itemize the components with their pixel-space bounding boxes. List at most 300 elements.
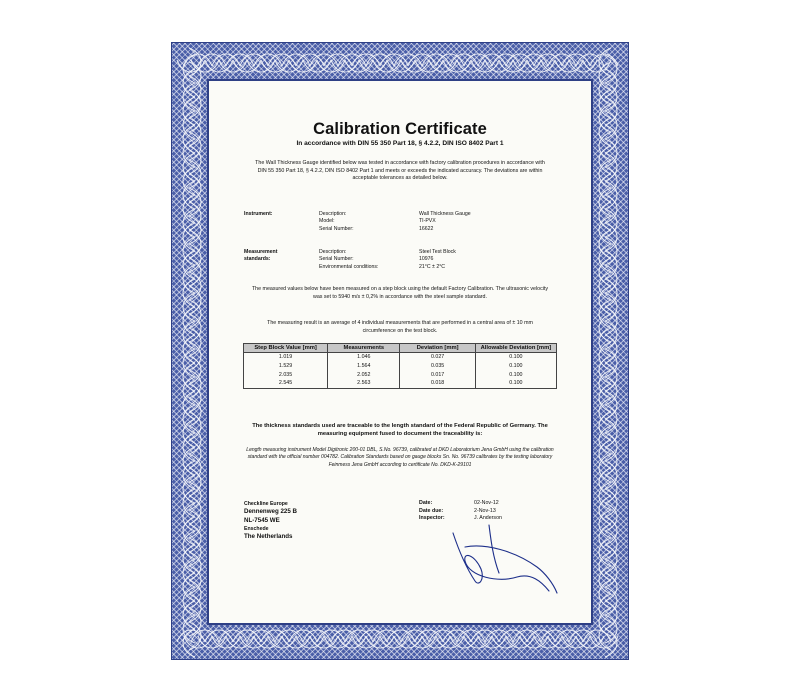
guilloche-loop xyxy=(485,630,513,642)
guilloche-loop xyxy=(605,419,617,447)
guilloche-loop xyxy=(471,630,499,642)
guilloche-loop xyxy=(471,60,499,72)
guilloche-loop xyxy=(599,314,611,342)
guilloche-loop xyxy=(261,630,289,642)
guilloche-loop xyxy=(226,636,254,648)
guilloche-loop xyxy=(268,636,296,648)
guilloche-loop xyxy=(599,482,611,510)
guilloche-loop xyxy=(605,545,617,573)
guilloche-loop xyxy=(296,636,324,648)
guilloche-loop xyxy=(189,524,201,552)
date-due-value: 2-Nov-13 xyxy=(474,507,496,514)
guilloche-loop xyxy=(183,55,195,83)
guilloche-loop xyxy=(183,489,195,517)
guilloche-loop xyxy=(189,314,201,342)
guilloche-loop xyxy=(189,370,201,398)
guilloche-loop xyxy=(189,230,201,258)
guilloche-loop xyxy=(189,496,201,524)
guilloche-loop xyxy=(605,629,617,657)
guilloche-loop xyxy=(408,636,436,648)
guilloche-loop xyxy=(261,60,289,72)
guilloche-loop xyxy=(527,60,555,72)
guilloche-loop xyxy=(183,97,195,125)
cell: 0.017 xyxy=(400,371,475,380)
guilloche-loop xyxy=(275,60,303,72)
guilloche-loop xyxy=(189,286,201,314)
guilloche-loop xyxy=(183,517,195,545)
guilloche-loop xyxy=(183,377,195,405)
guilloche-loop xyxy=(189,398,201,426)
guilloche-loop xyxy=(189,132,201,160)
company-street: Dennenweg 225 B xyxy=(244,508,297,516)
cell: 1.046 xyxy=(328,353,400,362)
average-paragraph: The measuring result is an average of 4 individual measurements that are performed in a central area of ± 10 mm circumference on the test block. xyxy=(267,320,533,334)
guilloche-loop xyxy=(183,293,195,321)
guilloche-loop xyxy=(189,426,201,454)
guilloche-loop xyxy=(605,461,617,489)
method-paragraph: The measured values below have been measured on a step block using the default Factory Calibration. The ultrasonic velocity was set to 5940 m/s ± 0,2% in accordance with the steel sample standard. xyxy=(251,286,549,300)
guilloche-loop xyxy=(599,496,611,524)
guilloche-loop xyxy=(394,54,422,66)
guilloche-loop xyxy=(605,167,617,195)
guilloche-loop xyxy=(605,139,617,167)
guilloche-loop xyxy=(499,630,527,642)
guilloche-loop xyxy=(605,209,617,237)
guilloche-loop xyxy=(599,174,611,202)
guilloche-loop xyxy=(464,54,492,66)
guilloche-loop xyxy=(189,104,201,132)
inspector-label: Inspector: xyxy=(419,515,445,522)
guilloche-loop xyxy=(562,636,590,648)
guilloche-loop xyxy=(605,195,617,223)
guilloche-loop xyxy=(583,630,611,642)
guilloche-loop xyxy=(317,630,345,642)
guilloche-loop xyxy=(189,468,201,496)
company-city: Enschede xyxy=(244,525,269,532)
guilloche-loop xyxy=(240,636,268,648)
guilloche-loop xyxy=(415,630,443,642)
guilloche-loop xyxy=(189,342,201,370)
guilloche-loop xyxy=(605,587,617,615)
table-row xyxy=(244,379,557,388)
guilloche-loop xyxy=(548,636,576,648)
guilloche-loop xyxy=(366,54,394,66)
guilloche-loop xyxy=(183,363,195,391)
guilloche-loop xyxy=(599,384,611,412)
guilloche-loop xyxy=(331,630,359,642)
guilloche-loop xyxy=(605,531,617,559)
guilloche-loop xyxy=(605,349,617,377)
guilloche-loop xyxy=(605,573,617,601)
cell: 0.100 xyxy=(475,379,556,388)
guilloche-loop xyxy=(233,60,261,72)
guilloche-loop xyxy=(605,223,617,251)
guilloche-loop xyxy=(189,146,201,174)
guilloche-loop xyxy=(599,356,611,384)
instrument-label: Instrument: xyxy=(244,211,273,217)
guilloche-loop xyxy=(189,216,201,244)
guilloche-loop xyxy=(198,54,226,66)
guilloche-loop xyxy=(183,307,195,335)
guilloche-loop xyxy=(394,636,422,648)
guilloche-loop xyxy=(183,209,195,237)
cell: 1.019 xyxy=(244,353,328,362)
guilloche-loop xyxy=(387,60,415,72)
guilloche-loop xyxy=(226,54,254,66)
guilloche-loop xyxy=(599,132,611,160)
guilloche-loop xyxy=(310,636,338,648)
guilloche-loop xyxy=(605,391,617,419)
guilloche-loop xyxy=(183,601,195,629)
guilloche-loop xyxy=(506,636,534,648)
guilloche-loop xyxy=(317,60,345,72)
guilloche-loop xyxy=(338,54,366,66)
guilloche-loop xyxy=(605,335,617,363)
guilloche-loop xyxy=(605,83,617,111)
guilloche-loop xyxy=(183,139,195,167)
guilloche-loop xyxy=(599,594,611,622)
guilloche-loop xyxy=(191,60,219,72)
guilloche-loop xyxy=(183,433,195,461)
guilloche-loop xyxy=(189,538,201,566)
col-allowable: Allowable Deviation [mm] xyxy=(475,344,556,353)
guilloche-loop xyxy=(183,461,195,489)
guilloche-loop xyxy=(189,580,201,608)
guilloche-loop xyxy=(183,475,195,503)
guilloche-loop xyxy=(436,54,464,66)
guilloche-loop xyxy=(605,293,617,321)
guilloche-loop xyxy=(189,202,201,230)
guilloche-loop xyxy=(345,630,373,642)
guilloche-loop xyxy=(184,54,212,66)
col-deviation: Deviation [mm] xyxy=(400,344,475,353)
guilloche-loop xyxy=(352,54,380,66)
guilloche-loop xyxy=(183,335,195,363)
cell: 2.035 xyxy=(244,371,328,380)
guilloche-loop xyxy=(296,54,324,66)
guilloche-loop xyxy=(189,328,201,356)
guilloche-loop xyxy=(282,636,310,648)
standards-serial: 10976 xyxy=(419,256,434,263)
guilloche-loop xyxy=(189,174,201,202)
guilloche-loop xyxy=(605,307,617,335)
guilloche-loop xyxy=(513,60,541,72)
date-due-label: Date due: xyxy=(419,507,444,514)
company-name: Checkline Europe xyxy=(244,501,288,507)
guilloche-loop xyxy=(541,60,569,72)
guilloche-loop xyxy=(324,636,352,648)
guilloche-loop xyxy=(212,636,240,648)
guilloche-loop xyxy=(599,622,611,650)
guilloche-loop xyxy=(599,118,611,146)
guilloche-loop xyxy=(338,636,366,648)
col-step-block: Step Block Value [mm] xyxy=(244,344,328,353)
guilloche-loop xyxy=(499,60,527,72)
cell: 0.018 xyxy=(400,379,475,388)
guilloche-loop xyxy=(189,356,201,384)
guilloche-loop xyxy=(599,440,611,468)
guilloche-loop xyxy=(183,83,195,111)
guilloche-loop xyxy=(599,370,611,398)
guilloche-loop xyxy=(599,538,611,566)
guilloche-loop xyxy=(189,566,201,594)
guilloche-loop xyxy=(268,54,296,66)
guilloche-loop xyxy=(605,489,617,517)
guilloche-loop xyxy=(289,60,317,72)
guilloche-loop xyxy=(183,447,195,475)
guilloche-loop xyxy=(422,636,450,648)
cell: 0.100 xyxy=(475,353,556,362)
guilloche-loop xyxy=(599,258,611,286)
guilloche-loop xyxy=(282,54,310,66)
guilloche-loop xyxy=(457,630,485,642)
guilloche-loop xyxy=(605,475,617,503)
guilloche-loop xyxy=(387,630,415,642)
guilloche-loop xyxy=(183,503,195,531)
guilloche-loop xyxy=(605,615,617,643)
guilloche-loop xyxy=(189,440,201,468)
guilloche-loop xyxy=(401,60,429,72)
guilloche-loop xyxy=(605,251,617,279)
inspector-value: J. Anderson xyxy=(474,515,502,522)
date-label: Date: xyxy=(419,500,433,506)
guilloche-loop xyxy=(485,60,513,72)
guilloche-loop xyxy=(198,636,226,648)
guilloche-loop xyxy=(605,405,617,433)
guilloche-loop xyxy=(205,630,233,642)
guilloche-loop xyxy=(555,60,583,72)
guilloche-loop xyxy=(324,54,352,66)
guilloche-loop xyxy=(576,636,604,648)
guilloche-loop xyxy=(605,237,617,265)
guilloche-loop xyxy=(189,258,201,286)
guilloche-loop xyxy=(415,60,443,72)
guilloche-loop xyxy=(599,202,611,230)
guilloche-loop xyxy=(527,630,555,642)
guilloche-loop xyxy=(275,630,303,642)
guilloche-loop xyxy=(534,54,562,66)
guilloche-loop xyxy=(443,630,471,642)
guilloche-loop xyxy=(599,216,611,244)
guilloche-loop xyxy=(562,54,590,66)
guilloche-loop xyxy=(534,636,562,648)
table-row xyxy=(244,353,557,362)
guilloche-loop xyxy=(569,60,597,72)
guilloche-loop xyxy=(605,559,617,587)
guilloche-loop xyxy=(183,223,195,251)
guilloche-loop xyxy=(599,104,611,132)
guilloche-loop xyxy=(189,384,201,412)
guilloche-loop xyxy=(183,265,195,293)
guilloche-loop xyxy=(183,181,195,209)
standards-environment: 21°C ± 2°C xyxy=(419,263,446,270)
guilloche-loop xyxy=(380,636,408,648)
guilloche-loop xyxy=(599,328,611,356)
cell: 0.027 xyxy=(400,353,475,362)
guilloche-loop xyxy=(247,60,275,72)
guilloche-loop xyxy=(183,629,195,657)
guilloche-loop xyxy=(605,517,617,545)
guilloche-loop xyxy=(183,125,195,153)
instrument-serial: 16622 xyxy=(419,225,434,232)
guilloche-loop xyxy=(599,454,611,482)
instrument-model: TI-PVX xyxy=(419,218,436,225)
guilloche-loop xyxy=(599,62,611,90)
guilloche-loop xyxy=(599,398,611,426)
guilloche-loop xyxy=(605,363,617,391)
certificate-content xyxy=(209,81,591,623)
guilloche-loop xyxy=(205,60,233,72)
guilloche-loop xyxy=(605,181,617,209)
guilloche-loop xyxy=(359,60,387,72)
guilloche-loop xyxy=(373,630,401,642)
guilloche-loop xyxy=(183,111,195,139)
guilloche-loop xyxy=(605,69,617,97)
guilloche-loop xyxy=(345,60,373,72)
traceability-statement: The thickness standards used are traceable to the length standard of the Federal Republic of Germany. The measuring equipment fused to document the traceability is: xyxy=(252,423,548,437)
intro-paragraph: The Wall Thickness Gauge identified below was tested in accordance with factory calibration procedures in accordance with DIN 55 350 Part 18, § 4.2.2, DIN ISO 8402 Part 1 and meets or exceeds the indicated accuracy. The deviations are within acceptable tolerances as detailed below. xyxy=(255,160,545,182)
cell: 0.100 xyxy=(475,362,556,371)
guilloche-loop xyxy=(605,321,617,349)
table-row xyxy=(244,371,557,380)
cell: 0.100 xyxy=(475,371,556,380)
guilloche-loop xyxy=(492,636,520,648)
standards-values xyxy=(419,249,456,271)
guilloche-loop xyxy=(373,60,401,72)
guilloche-loop xyxy=(599,160,611,188)
guilloche-loop xyxy=(189,482,201,510)
guilloche-loop xyxy=(422,54,450,66)
guilloche-loop xyxy=(605,125,617,153)
guilloche-loop xyxy=(599,300,611,328)
guilloche-loop xyxy=(184,636,212,648)
guilloche-loop xyxy=(183,391,195,419)
guilloche-loop xyxy=(247,630,275,642)
guilloche-loop xyxy=(555,630,583,642)
guilloche-loop xyxy=(599,580,611,608)
guilloche-loop xyxy=(189,62,201,90)
guilloche-loop xyxy=(189,90,201,118)
guilloche-loop xyxy=(429,60,457,72)
guilloche-loop xyxy=(599,412,611,440)
guilloche-loop xyxy=(183,321,195,349)
guilloche-loop xyxy=(191,630,219,642)
guilloche-loop xyxy=(189,552,201,580)
guilloche-loop xyxy=(219,60,247,72)
guilloche-loop xyxy=(189,188,201,216)
guilloche-loop xyxy=(183,405,195,433)
guilloche-loop xyxy=(366,636,394,648)
guilloche-loop xyxy=(189,510,201,538)
guilloche-loop xyxy=(506,54,534,66)
guilloche-loop xyxy=(189,594,201,622)
certificate-subtitle: In accordance with DIN 55 350 Part 18, § 4.2.2, DIN ISO 8402 Part 1 xyxy=(296,140,504,147)
certificate-meta xyxy=(419,500,502,523)
guilloche-loop xyxy=(605,111,617,139)
guilloche-loop xyxy=(599,510,611,538)
guilloche-loop xyxy=(576,54,604,66)
guilloche-loop xyxy=(408,54,436,66)
guilloche-loop xyxy=(520,54,548,66)
guilloche-loop xyxy=(189,160,201,188)
inspector-signature xyxy=(445,521,565,596)
guilloche-loop xyxy=(605,153,617,181)
date-value: 02-Nov-12 xyxy=(474,500,499,506)
guilloche-loop xyxy=(599,90,611,118)
guilloche-loop xyxy=(478,636,506,648)
guilloche-loop xyxy=(183,153,195,181)
guilloche-loop xyxy=(605,503,617,531)
cell: 2.052 xyxy=(328,371,400,380)
guilloche-loop xyxy=(189,244,201,272)
guilloche-loop xyxy=(303,60,331,72)
guilloche-loop xyxy=(569,630,597,642)
guilloche-loop xyxy=(599,342,611,370)
guilloche-loop xyxy=(599,566,611,594)
guilloche-loop xyxy=(520,636,548,648)
guilloche-loop xyxy=(303,630,331,642)
col-measurements: Measurements xyxy=(328,344,400,353)
guilloche-loop xyxy=(605,377,617,405)
company-country: The Netherlands xyxy=(244,533,293,541)
guilloche-loop xyxy=(605,97,617,125)
guilloche-loop xyxy=(254,54,282,66)
guilloche-loop xyxy=(189,300,201,328)
instrument-values xyxy=(419,211,471,233)
guilloche-loop xyxy=(183,69,195,97)
guilloche-loop xyxy=(183,573,195,601)
guilloche-loop xyxy=(599,76,611,104)
guilloche-loop xyxy=(457,60,485,72)
guilloche-loop xyxy=(599,552,611,580)
instrument-keys: Description: Model: Serial Number: xyxy=(319,211,354,232)
guilloche-loop xyxy=(599,272,611,300)
guilloche-loop xyxy=(548,54,576,66)
guilloche-loop xyxy=(183,531,195,559)
guilloche-loop xyxy=(189,412,201,440)
guilloche-loop xyxy=(599,230,611,258)
guilloche-loop xyxy=(599,468,611,496)
guilloche-loop xyxy=(240,54,268,66)
guilloche-loop xyxy=(599,524,611,552)
guilloche-loop xyxy=(189,272,201,300)
guilloche-loop xyxy=(183,559,195,587)
cell: 0.035 xyxy=(400,362,475,371)
guilloche-loop xyxy=(605,601,617,629)
guilloche-loop xyxy=(331,60,359,72)
guilloche-loop xyxy=(183,279,195,307)
guilloche-loop xyxy=(380,54,408,66)
guilloche-loop xyxy=(605,447,617,475)
guilloche-loop xyxy=(310,54,338,66)
guilloche-loop xyxy=(183,167,195,195)
guilloche-loop xyxy=(443,60,471,72)
guilloche-loop xyxy=(464,636,492,648)
guilloche-loop xyxy=(289,630,317,642)
guilloche-loop xyxy=(605,55,617,83)
calibration-table xyxy=(243,343,557,389)
guilloche-loop xyxy=(436,636,464,648)
guilloche-loop xyxy=(599,608,611,636)
guilloche-loop xyxy=(599,188,611,216)
guilloche-loop xyxy=(212,54,240,66)
cell: 2.545 xyxy=(244,379,328,388)
standards-keys: Description: Serial Number: Environmental conditions: xyxy=(319,249,379,270)
guilloche-loop xyxy=(183,587,195,615)
guilloche-loop xyxy=(183,349,195,377)
cell: 1.529 xyxy=(244,362,328,371)
guilloche-loop xyxy=(189,76,201,104)
